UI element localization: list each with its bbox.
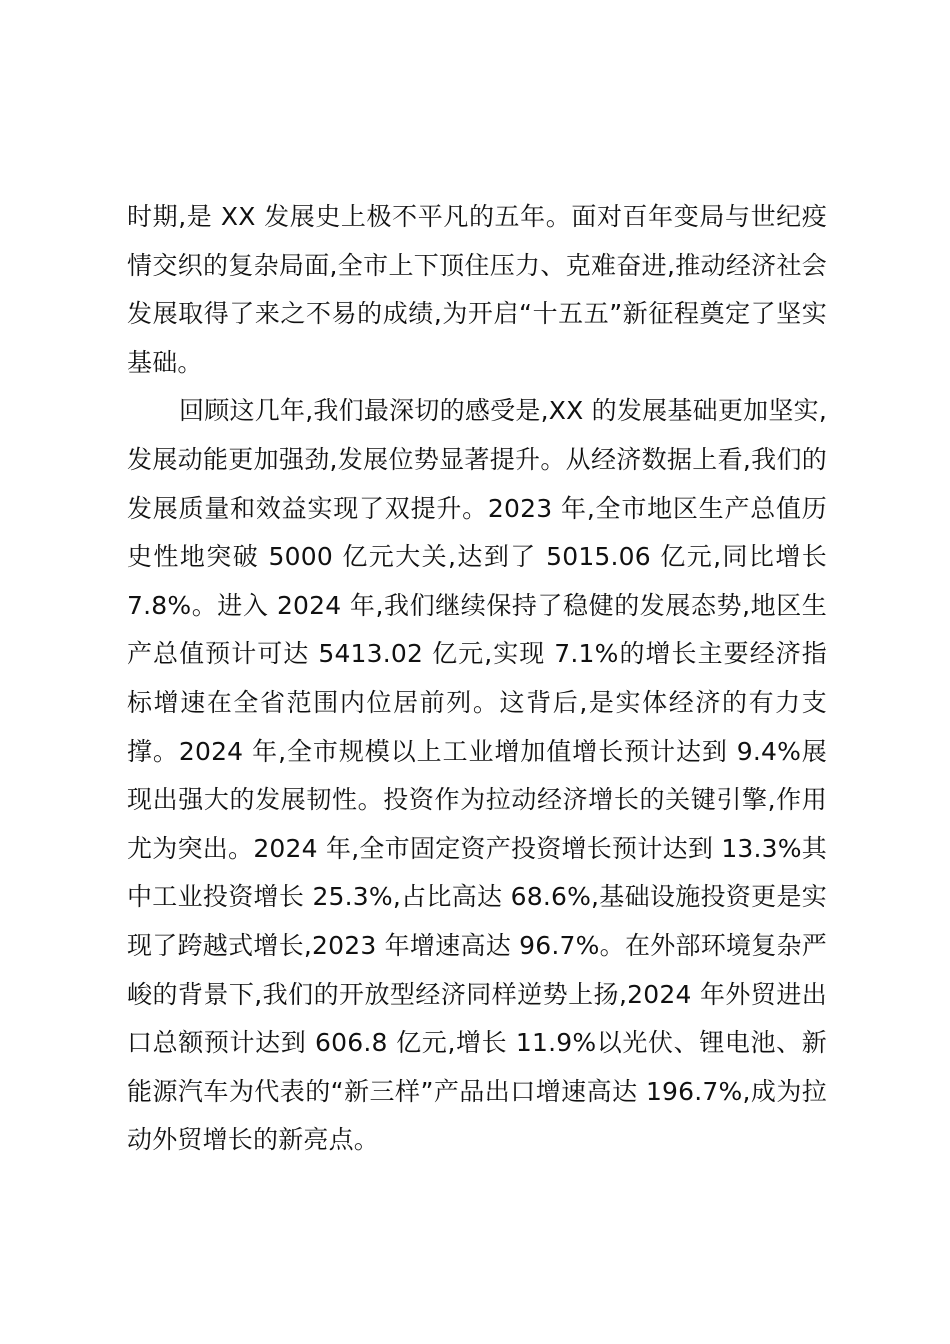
paragraph-review: 回顾这几年,我们最深切的感受是,XX 的发展基础更加坚实,发展动能更加强劲,发展位势显著提升。从经济数据上看,我们的发展质量和效益实现了双提升。2023 年,全市地区生产总值历史性地突破 5000 亿元大关,达到了 5015.06 亿元,同比增长 7.8%。进入 2024 年,我们继续保持了稳健的发展态势,地区生产总值预计可达 5413.02 亿元,实现 7.1%的增长主要经济指标增速在全省范围内位居前列。这背后,是实体经济的有力支撑。2024 年,全市规模以上工业增加值增长预计达到 9.4%展现出强大的发展韧性。投资作为拉动经济增长的关键引擎,作用尤为突出。2024 年,全市固定资产投资增长预计达到 13.3%其中工业投资增长 25.3%,占比高达 68.6%,基础设施投资更是实现了跨越式增长,2023 年增速高达 96.7%。在外部环境复杂严峻的背景下,我们的开放型经济同样逆势上扬,2024 年外贸进出口总额预计达到 606.8 亿元,增长 11.9%以光伏、锂电池、新能源汽车为代表的“新三样”产品出口增速高达 196.7%,成为拉动外贸增长的新亮点。 bbox=[127, 396, 827, 1155]
paragraph-continuation: 时期,是 XX 发展史上极不平凡的五年。面对百年变局与世纪疫情交织的复杂局面,全市上下顶住压力、克难奋进,推动经济社会发展取得了来之不易的成绩,为开启“十五五”新征程奠定了坚实基础。 bbox=[127, 202, 827, 377]
document-body bbox=[127, 193, 827, 1165]
